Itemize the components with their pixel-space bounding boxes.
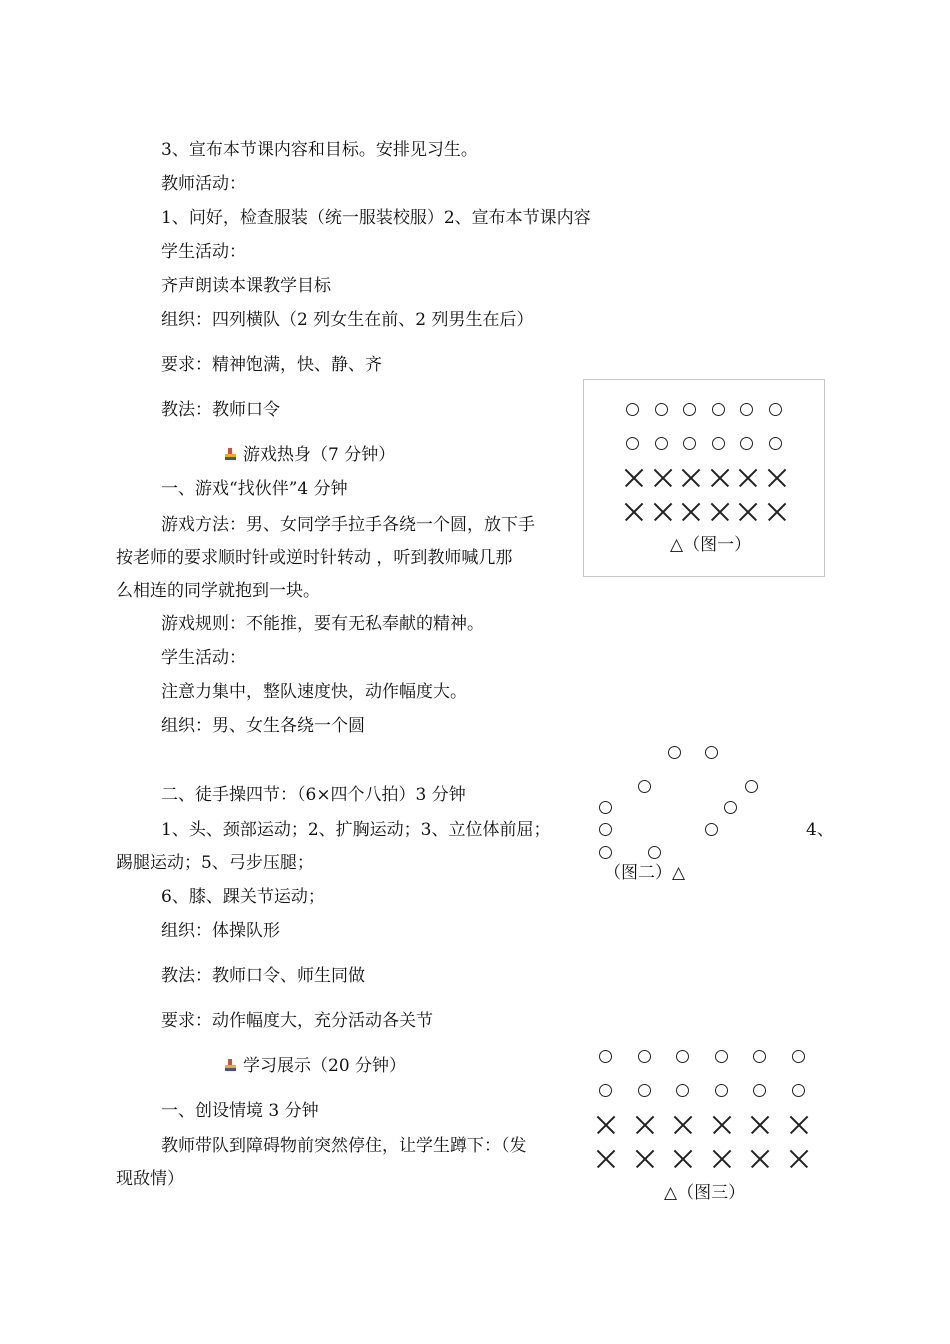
student-cross-icon <box>738 502 758 522</box>
student-circle-icon <box>676 1084 689 1097</box>
student-circle-icon <box>745 780 758 793</box>
text-line: 教法：教师口令、师生同做 <box>161 966 365 986</box>
student-cross-icon <box>653 468 673 488</box>
student-cross-icon <box>624 468 644 488</box>
text-line: 组织：四列横队（2 列女生在前、2 列男生在后） <box>161 310 534 330</box>
student-cross-icon <box>635 1115 655 1135</box>
text-line: 按老师的要求顺时针或逆时针转动 ，听到教师喊几那 <box>116 548 513 568</box>
student-circle-icon <box>648 846 661 859</box>
student-cross-icon <box>681 502 701 522</box>
student-circle-icon <box>753 1050 766 1063</box>
text-line: 1、问好，检查服装（统一服装校服）2、宣布本节课内容 <box>161 208 591 228</box>
text-line: 现敌情） <box>116 1169 184 1189</box>
text-line: 教师活动： <box>161 174 246 194</box>
student-circle-icon <box>715 1084 728 1097</box>
text-line: 教师带队到障碍物前突然停住，让学生蹲下：（发 <box>161 1136 527 1156</box>
student-circle-icon <box>705 746 718 759</box>
student-circle-icon <box>599 846 612 859</box>
student-circle-icon <box>599 1050 612 1063</box>
student-circle-icon <box>668 746 681 759</box>
section-heading: 游戏热身（7 分钟） <box>243 445 396 465</box>
student-circle-icon <box>655 403 668 416</box>
student-cross-icon <box>710 502 730 522</box>
student-circle-icon <box>638 1084 651 1097</box>
text-line: 1、头、颈部运动；2、扩胸运动；3、立位体前屈； <box>161 820 551 840</box>
student-circle-icon <box>740 437 753 450</box>
student-circle-icon <box>769 437 782 450</box>
text-line: 学生活动： <box>161 242 246 262</box>
student-cross-icon <box>750 1115 770 1135</box>
student-circle-icon <box>638 780 651 793</box>
text-line: 游戏规则：不能推，要有无私奉献的精神。 <box>161 614 484 634</box>
student-cross-icon <box>767 468 787 488</box>
student-cross-icon <box>710 468 730 488</box>
text-line: 6、膝、踝关节运动； <box>161 887 325 907</box>
student-cross-icon <box>596 1115 616 1135</box>
student-circle-icon <box>705 823 718 836</box>
student-circle-icon <box>626 403 639 416</box>
student-circle-icon <box>792 1084 805 1097</box>
student-cross-icon <box>673 1115 693 1135</box>
figure-two-caption: （图二）△ <box>604 863 686 883</box>
student-circle-icon <box>683 403 696 416</box>
student-cross-icon <box>767 502 787 522</box>
student-circle-icon <box>655 437 668 450</box>
student-cross-icon <box>635 1149 655 1169</box>
student-cross-icon <box>789 1115 809 1135</box>
student-cross-icon <box>673 1149 693 1169</box>
student-circle-icon <box>724 801 737 814</box>
student-circle-icon <box>599 823 612 836</box>
text-line: 么相连的同学就抱到一块。 <box>116 581 320 601</box>
student-circle-icon <box>712 403 725 416</box>
text-line: 要求：动作幅度大，充分活动各关节 <box>161 1011 433 1031</box>
text-line: 齐声朗读本课教学目标 <box>161 276 331 296</box>
student-circle-icon <box>712 437 725 450</box>
student-cross-icon <box>681 468 701 488</box>
student-circle-icon <box>626 437 639 450</box>
text-line: 组织：男、女生各绕一个圆 <box>161 716 365 736</box>
text-line: 一、游戏“找伙伴”4 分钟 <box>161 479 348 499</box>
figure-three-caption: △（图三） <box>664 1183 746 1203</box>
student-cross-icon <box>624 502 644 522</box>
section-bullet-icon <box>225 448 236 460</box>
text-line: 踢腿运动；5、弓步压腿； <box>116 853 314 873</box>
text-line: 注意力集中，整队速度快，动作幅度大。 <box>161 682 467 702</box>
student-circle-icon <box>599 801 612 814</box>
student-cross-icon <box>750 1149 770 1169</box>
student-cross-icon <box>596 1149 616 1169</box>
student-circle-icon <box>676 1050 689 1063</box>
text-line: 4、 <box>806 820 834 840</box>
student-circle-icon <box>740 403 753 416</box>
text-line: 游戏方法：男、女同学手拉手各绕一个圆，放下手 <box>161 515 535 535</box>
text-line: 二、徒手操四节：（6×四个八拍）3 分钟 <box>161 785 466 805</box>
text-line: 3、宣布本节课内容和目标。安排见习生。 <box>161 140 478 160</box>
student-circle-icon <box>792 1050 805 1063</box>
student-cross-icon <box>789 1149 809 1169</box>
student-circle-icon <box>715 1050 728 1063</box>
figure-one-box <box>583 379 825 577</box>
text-line: 一、创设情境 3 分钟 <box>161 1101 319 1121</box>
figure-one-caption: △（图一） <box>670 535 752 555</box>
student-circle-icon <box>599 1084 612 1097</box>
text-line: 要求：精神饱满，快、静、齐 <box>161 355 382 375</box>
text-line: 教法：教师口令 <box>161 400 280 420</box>
section-heading: 学习展示（20 分钟） <box>243 1056 407 1076</box>
text-line: 组织：体操队形 <box>161 921 280 941</box>
student-circle-icon <box>638 1050 651 1063</box>
student-circle-icon <box>769 403 782 416</box>
section-bullet-icon <box>225 1059 236 1071</box>
student-circle-icon <box>683 437 696 450</box>
student-cross-icon <box>712 1115 732 1135</box>
student-cross-icon <box>738 468 758 488</box>
text-line: 学生活动： <box>161 648 246 668</box>
student-circle-icon <box>753 1084 766 1097</box>
student-cross-icon <box>712 1149 732 1169</box>
student-cross-icon <box>653 502 673 522</box>
